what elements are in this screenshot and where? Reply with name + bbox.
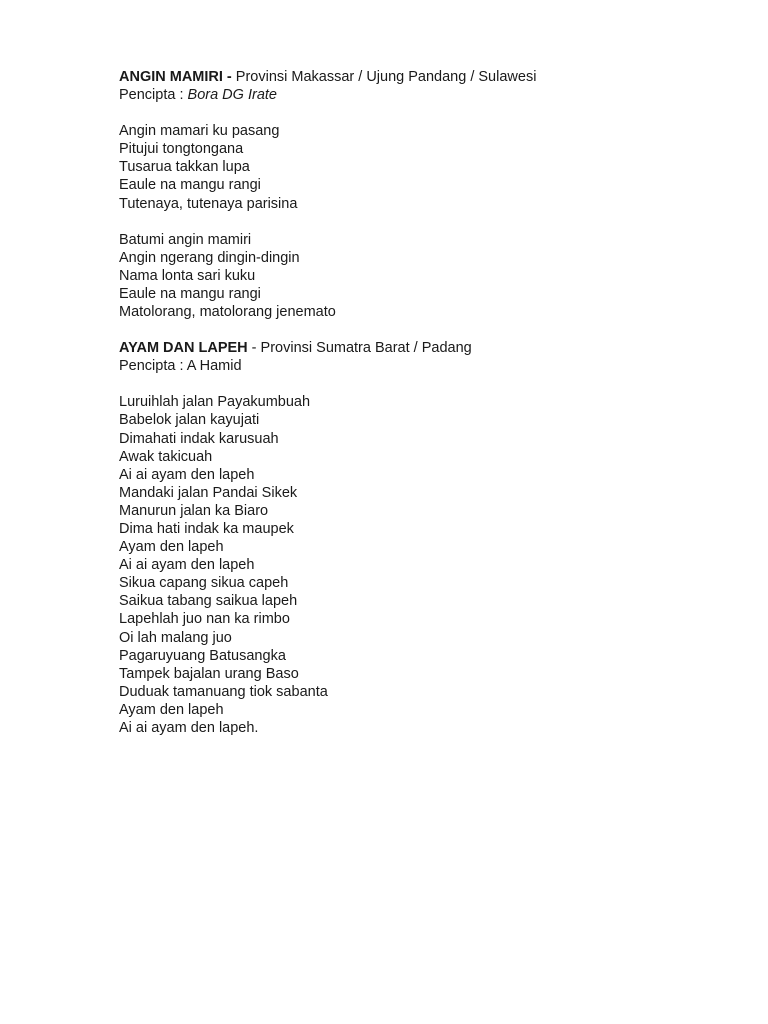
lyric-line: Angin ngerang dingin-dingin xyxy=(119,249,300,266)
lyric-line: Mandaki jalan Pandai Sikek xyxy=(119,484,298,501)
lyric-line: Manurun jalan ka Biaro xyxy=(119,502,269,519)
lyric-line: Pagaruyuang Batusangka xyxy=(119,647,286,664)
lyric-line: Awak takicuah xyxy=(119,448,213,465)
lyric-line: Sikua capang sikua capeh xyxy=(119,575,289,592)
verse xyxy=(119,231,739,321)
verse xyxy=(119,393,739,737)
lyric-line: Eaule na mangu rangi xyxy=(119,177,261,194)
song-angin-mamiri xyxy=(119,68,739,321)
lyric-line: Pitujui tongtongana xyxy=(119,141,244,158)
lyric-line: Saikua tabang saikua lapeh xyxy=(119,593,298,610)
song-heading xyxy=(119,339,739,357)
song-title: AYAM DAN LAPEH xyxy=(119,340,248,357)
composer-line xyxy=(119,357,739,375)
song-heading xyxy=(119,68,739,86)
lyric-line: Matolorang, matolorang jenemato xyxy=(119,304,336,321)
lyric-line: Eaule na mangu rangi xyxy=(119,285,261,302)
song-ayam-dan-lapeh xyxy=(119,339,739,737)
lyric-line: Lapehlah juo nan ka rimbo xyxy=(119,611,290,628)
lyric-line: Nama lonta sari kuku xyxy=(119,267,256,284)
lyric-line: Angin mamari ku pasang xyxy=(119,123,280,140)
lyric-line: Babelok jalan kayujati xyxy=(119,412,260,429)
song-region: - Provinsi Sumatra Barat / Padang xyxy=(247,340,472,357)
composer-label: Pencipta : xyxy=(119,358,184,375)
song-title: ANGIN MAMIRI - xyxy=(119,69,232,85)
lyric-line: Luruihlah jalan Payakumbuah xyxy=(119,394,311,411)
lyric-line: Ai ai ayam den lapeh. xyxy=(119,720,259,736)
lyric-line: Duduak tamanuang tiok sabanta xyxy=(119,683,328,700)
song-region: Provinsi Makassar / Ujung Pandang / Sulawesi xyxy=(231,69,537,85)
lyric-line: Dimahati indak karusuah xyxy=(119,430,279,447)
verse xyxy=(119,122,739,212)
lyric-line: Ayam den lapeh xyxy=(119,539,224,556)
composer-name: Bora DG Irate xyxy=(183,87,277,104)
lyric-line: Batumi angin mamiri xyxy=(119,231,252,248)
lyric-line: Dima hati indak ka maupek xyxy=(119,520,294,537)
lyric-line: Tutenaya, tutenaya parisina xyxy=(119,195,298,212)
lyric-line: Tampek bajalan urang Baso xyxy=(119,665,299,682)
composer-line xyxy=(119,86,739,104)
document-page xyxy=(119,68,739,755)
composer-label: Pencipta : xyxy=(119,87,184,104)
lyric-line: Oi lah malang juo xyxy=(119,629,232,646)
lyric-line: Ai ai ayam den lapeh xyxy=(119,557,255,574)
composer-name: A Hamid xyxy=(183,358,242,375)
lyric-line: Tusarua takkan lupa xyxy=(119,159,250,176)
lyric-line: Ai ai ayam den lapeh xyxy=(119,466,255,483)
lyric-line: Ayam den lapeh xyxy=(119,701,224,718)
